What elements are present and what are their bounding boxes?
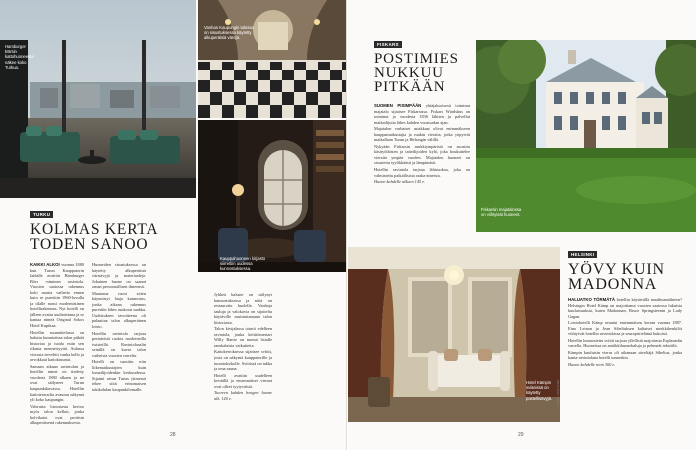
- paragraph: Samaan aikaan ravintolan ja hotellin nimet on tiedetty vuodesta 1880 alkaen ja ne ovat säilyneet Turun kaupunkikuvassa. Hotellin kattoterassilta avautuu näkymä yli koko kaupungin.: [30, 363, 84, 403]
- headline-yovy-kuin: [568, 262, 688, 292]
- paragraph: Kattokerroksessa sijaitsee sviitti, josta on näkymä kauppatorille ja tuomiokirkolle. Sviitissä on takka ja oma sauna.: [214, 349, 272, 372]
- paragraph: Muutama vuosi sitten käynnistyi laaja kunnostus, jonka aikana rakennus purettiin lähes runkoon saakka. Uudistuksen tavoitteena oli palauttaa talon alkuperäinen loisto.: [92, 290, 146, 330]
- paragraph: Talon kivijalassa toimii edelleen ravintola, jonka keittiömestari Willy Barrie on tuonut listalle ranskalaisia vaikutteita.: [214, 326, 272, 348]
- kamp-article-col: [568, 297, 682, 425]
- paragraph: Huoneiden sisustuksessa on käytetty alkuperäisiä värisävyjä ja materiaaleja. Jokainen huone on saanut oman persoonallisen ilmeensä.: [92, 262, 146, 290]
- headline-line-1: KOLMAS KERTA: [30, 221, 159, 238]
- headline-line-3: PITKÄÄN: [374, 79, 446, 95]
- paragraph: Hotellin suunnittelussa on haluttu kunnioittaa talon pitkää historiaa ja tuoda esiin sen rikasta menneisyyttä. Aulassa vierasta tervehtii vanha kello ja arvokkaat kattokruunut.: [30, 329, 84, 363]
- paragraph: KAIKKI ALKOI vuonna 1880 kun Turun Kauppatorin laidalle avattiin Hamburger Börs -niminen ravintola. Vuosien saatossa rakennus koki monta vaihetta ennen kuin se purettiin 1960-luvulla ja tilalle nousi modernistinen hotellirakennus. Nyt hotelli on jälleen avattu uudistettuna ja se kantaa nimeä Original Sokos Hotel Kupittaa.: [30, 262, 84, 329]
- paragraph: SUOMEN PISIMPÄÄN yhtäjaksoisesti toiminut majatalo sijaitsee Fiskarsissa. Fiskars Wärdshus on toiminut jo vuodesta 1836 lähtien ja palvellut matkailijoita lähes kahden vuosisadan ajan.: [374, 103, 470, 125]
- headline-line-2: NUKKUU: [374, 65, 444, 81]
- paragraph: Nykyään Fiskarsin ruukkiympäristö on suosittu käsityöläisten ja taiteilijoiden kylä, joka houkuttelee vieraita ympäri vuoden. Majatalon huoneet on sisustettu tyylikkäästi ja lämpimästi.: [374, 143, 470, 166]
- section-tag-fiskars: FISKARS: [374, 41, 402, 48]
- paragraph: Jyhkeä kaluste on säilynyt kunnostuksessa ja niitä on restauroitu huolella. Vanhoja tauluja ja valokuvia on sijoiteltu käytäville muistuttamaan talon historiasta.: [214, 292, 272, 325]
- paragraph: HALUATKO TÖRMÄTÄ hotellin käytävällä maailmantähteen? Helsingin Hotel Kämp on majoittanut vuosien saatossa lukuisia kuuluisuuksia, kuten Madonnan, Bruce Springsteenin ja Lady Gagan.: [568, 297, 682, 319]
- paragraph: Hotelli on suosittu niin liikematkustajien kuin lomailijoidenkin keskuudessa. Sijainti aivan Turun ytimessä tekee siitä erinomaisen tukikohdan kaupunkilomalle.: [92, 359, 146, 393]
- page-number-left: 28: [170, 432, 176, 438]
- paragraph: Hotellin ravintola tarjoaa perinteisiä ruokia moderneilla twisteillä. Ravintolasalin seinillä on kuvia talon vaiheista vuosien varrelta.: [92, 330, 146, 358]
- paragraph: Loistohotelli Kämp avautui ensimmäisen kerran vuonna 1887. Eino Leinon ja Jean Sibeliuksen kaltaiset merkkihenkilöt viihtyivät hotellin ravintolassa ja seurapiirielämä kukoisti.: [568, 320, 682, 337]
- library-photo: [198, 120, 347, 272]
- headline-line-1: YÖVY KUIN: [568, 261, 665, 278]
- price-line: Huone kahdelle noin 300 e.: [568, 362, 616, 368]
- article-col-3: [214, 292, 272, 428]
- headline-kolmas-kerta: [30, 222, 200, 252]
- headline-line-1: POSTIMIES: [374, 51, 459, 67]
- photo-credit: KUVAT: JUHO KUVA: [556, 380, 560, 406]
- right-page: [348, 0, 696, 450]
- checkered-hall-photo: [198, 0, 347, 118]
- rooftop-terrace-photo: [0, 0, 196, 198]
- hall-photo-caption: Vanhan Kaupungin talossa on sisustuksessa käytetty alkuperäisiä värejä.: [204, 25, 254, 41]
- left-page: [0, 0, 347, 450]
- paragraph: Majatalon varhaiset asiakkaat olivat enimmäkseen kauppamatkustajia ja ruukin vieraita, jotka yöpyivät matkallaan Turun ja Helsingin välillä.: [374, 126, 470, 143]
- paragraph: Kämpin kuuluisin vieras oli aikanaan säveltäjä Sibelius, jonka kanta-ravintolana hotelli tunnettiin.: [568, 349, 682, 361]
- paragraph: Hotelli avattiin uudelleen keväällä ja ensimmäiset vieraat ovat olleet tyytyväisiä.: [214, 372, 272, 389]
- headline-line-2: TODEN SANOO: [30, 236, 149, 253]
- fiskars-article-col: [374, 103, 470, 233]
- fiskars-house-photo: [476, 40, 696, 232]
- paragraph: Vahvasta historiasta kertoo myös talon kellari, jonka holvikatot ovat peräisin alkuperäisestä rakennuksesta.: [30, 403, 84, 426]
- paragraph: Hotellin ravintola tarjoaa lähiruokaa, joka on valmistettu paikallisista raaka-aineista.: [374, 167, 470, 178]
- article-col-1: [30, 262, 84, 432]
- article-col-2: [92, 262, 146, 432]
- section-tag-helsinki: HELSINKI: [568, 251, 597, 258]
- headline-line-2: MADONNA: [568, 276, 658, 293]
- rooftop-photo-caption: Hamburger Börsin kattohuoneesta näkee koko Turkua.: [5, 44, 34, 70]
- house-photo-caption: Fiskarsin majatalossa on viihtyisät huoneet.: [481, 207, 522, 218]
- price-line: Tuoreen kahden hengen huone alk. 140 e.: [214, 390, 272, 401]
- paragraph: Hotellin kunnostettu sviitti tarjoaa yllellistä majoitusta Esplanadin varrella. Huoneissa on antiikkihuonekaluja ja pehmeät tekstiilit.: [568, 337, 682, 349]
- suite-photo-caption: Hotel Kämpin sviiteissä on käytetty pastellisävyjä.: [526, 380, 553, 401]
- headline-postimies: [374, 52, 474, 94]
- page-number-right: 29: [518, 432, 524, 438]
- section-tag-turku: TURKU: [30, 211, 53, 218]
- library-photo-caption: Kauppahuoneen kirjasto siirrettiin uudessa kunnostuksessa.: [220, 256, 266, 272]
- price-line: Huone kahdelle alkaen 145 e.: [374, 179, 426, 185]
